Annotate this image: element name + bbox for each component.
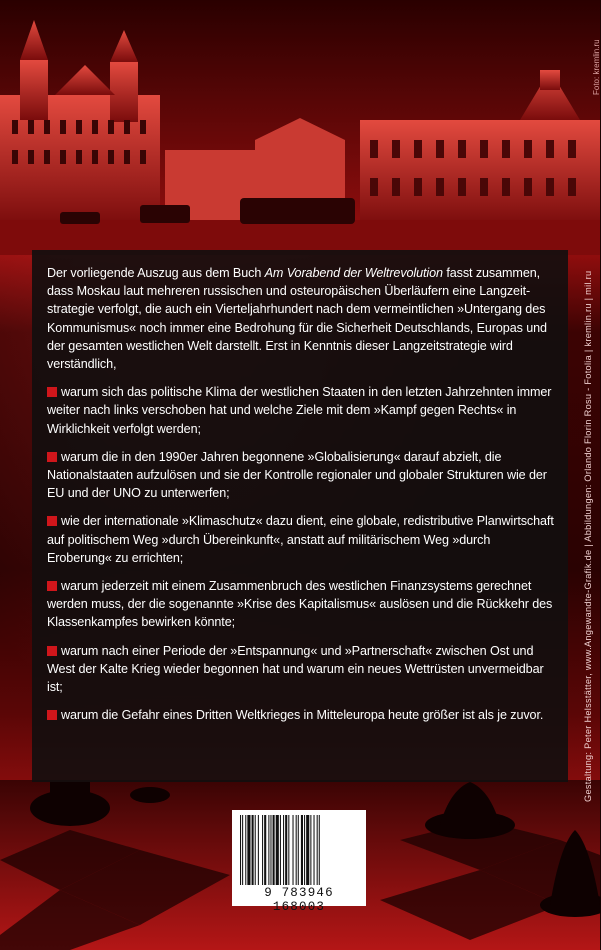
bullet-text: warum die Gefahr eines Dritten Weltkrieges in Mitteleuropa heute größer ist als je zuvor. bbox=[61, 708, 544, 723]
barcode-bar bbox=[240, 815, 241, 885]
barcode-bar bbox=[306, 815, 309, 885]
bullet-item bbox=[47, 512, 554, 567]
isbn-number: 9 783946 168003 bbox=[264, 886, 334, 914]
barcode-bar bbox=[258, 815, 259, 885]
intro-text-after: fasst zusammen, dass Moskau laut mehreren russischen und osteuropäischen Überläufern eine Langzeitstrategie verfolgt, die auch ein Vierteljahrhundert nach dem vermeintlichen »Untergang des Kommunismus« noch immer eine Bedrohung für die Sicherheit Deutschlands, Europas und der gesamten westlichen Welt darstellt. Erst in Kenntnis dieser Langzeitstrategie wird verständlich, bbox=[47, 266, 547, 372]
barcode-bars bbox=[238, 815, 360, 885]
red-square-bullet-icon bbox=[47, 646, 57, 656]
barcode-bar bbox=[293, 815, 294, 885]
bullet-text: wie der internationale »Klimaschutz« dazu dient, eine globale, redistributive Planwirtschaft auf politischem Weg »durch Übereinkunft«, anstatt auf militärischem Weg »durch Eroberung« zu errichten; bbox=[47, 514, 554, 565]
red-square-bullet-icon bbox=[47, 387, 57, 397]
bullet-item bbox=[47, 577, 554, 632]
intro-paragraph bbox=[47, 264, 554, 373]
barcode-bar bbox=[310, 815, 311, 885]
barcode-bar bbox=[285, 815, 287, 885]
barcode-bar bbox=[317, 815, 318, 885]
barcode-bar bbox=[301, 815, 303, 885]
barcode-bar bbox=[255, 815, 256, 885]
barcode-bar bbox=[298, 815, 299, 885]
barcode-bar bbox=[283, 815, 284, 885]
barcode-bar bbox=[262, 815, 263, 885]
bullet-text: warum sich das politische Klima der westlichen Staaten in den letzten Jahrzehnten immer weiter nach links verschoben hat und welche Ziele mit dem »Kampf gegen Rechts« in Wirklichkeit verfolgt werden; bbox=[47, 385, 552, 436]
bullet-text: warum die in den 1990er Jahren begonnene »Globalisierung« darauf abzielt, die Nationalstaaten aufzulösen und sie der Kontrolle regionaler und globaler Strukturen wie der EU und der UNO zu unterwerfen; bbox=[47, 449, 547, 501]
isbn-barcode bbox=[232, 810, 366, 914]
barcode-bar bbox=[280, 815, 281, 885]
barcode-bar bbox=[314, 815, 315, 885]
barcode-bar bbox=[270, 815, 271, 885]
barcode-bar bbox=[296, 815, 297, 885]
barcode-bar bbox=[276, 815, 279, 885]
barcode-bar bbox=[268, 815, 269, 885]
red-square-bullet-icon bbox=[47, 452, 57, 462]
barcode-bar bbox=[252, 815, 254, 885]
bullet-text: warum nach einer Periode der »Entspannung« und »Partnerschaft« zwischen Ost und West der Kalte Krieg wieder begonnen hat und warum ein neues Wettrüsten unvermeidbar ist; bbox=[47, 643, 544, 695]
intro-text-before: Der vorliegende Auszug aus dem Buch bbox=[47, 266, 265, 280]
barcode-bar bbox=[304, 815, 305, 885]
red-square-bullet-icon bbox=[47, 581, 57, 591]
barcode-bar bbox=[288, 815, 289, 885]
blurb-panel bbox=[32, 250, 568, 782]
barcode-bar bbox=[273, 815, 275, 885]
book-title: Am Vorabend der Weltrevolution bbox=[264, 266, 443, 280]
bullet-item bbox=[47, 448, 554, 503]
barcode-bar bbox=[319, 815, 320, 885]
barcode-bar bbox=[247, 815, 250, 885]
bullet-item bbox=[47, 383, 554, 438]
photo-credit: Foto: kremlin.ru bbox=[592, 39, 601, 95]
red-square-bullet-icon bbox=[47, 516, 57, 526]
design-credit: Gestaltung: Peter Helsstätter, www.Angewandte-Grafik.de | Abbildungen: Orlando Florin Rosu - Fotolia | kremlin.ru | mil.ru bbox=[583, 270, 593, 802]
barcode-bar bbox=[264, 815, 266, 885]
barcode-bar bbox=[245, 815, 246, 885]
bullet-item bbox=[47, 706, 554, 724]
barcode-bar bbox=[242, 815, 243, 885]
red-square-bullet-icon bbox=[47, 710, 57, 720]
bullet-text: warum jederzeit mit einem Zusammenbruch des westlichen Finanzsystems gerechnet werden muss, der die sogenannte »Krise des Kapitalismus« auslösen und die Rückkehr des Klassenkampfes bewirken könnte; bbox=[47, 579, 553, 630]
bullet-item bbox=[47, 642, 554, 697]
